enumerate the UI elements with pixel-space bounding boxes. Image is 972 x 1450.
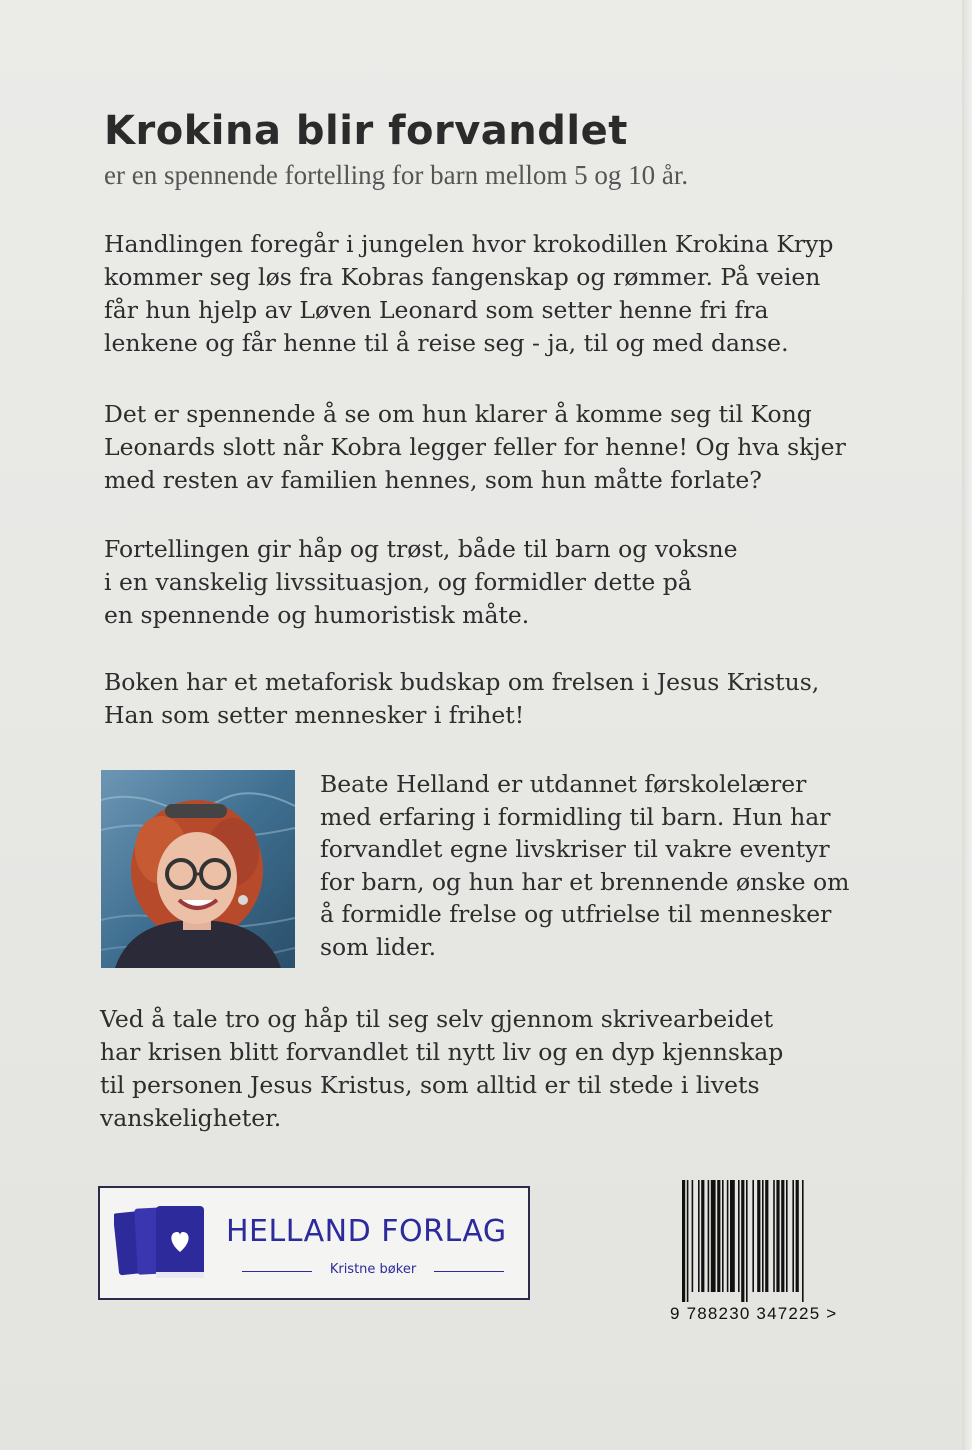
barcode-bar xyxy=(717,1180,720,1292)
barcode-bar xyxy=(802,1180,804,1302)
isbn-number: 9 788230 347225 > xyxy=(670,1304,838,1323)
text-line: har krisen blitt forvandlet til nytt liv og en dyp kjennskap xyxy=(100,1038,784,1066)
cover-edge xyxy=(962,0,972,1450)
paragraph-message xyxy=(104,666,819,732)
barcode-bar xyxy=(746,1180,748,1302)
text-line: en spennende og humoristisk måte. xyxy=(104,601,530,629)
isbn-barcode xyxy=(668,1176,864,1330)
author-bio xyxy=(320,768,849,963)
barcode-bar xyxy=(757,1180,760,1292)
barcode-bar xyxy=(698,1180,700,1292)
text-line: i en vanskelig livssituasjon, og formidler dette på xyxy=(104,568,692,596)
text-line: kommer seg løs fra Kobras fangenskap og rømmer. På veien xyxy=(104,263,821,291)
paragraph-suspense xyxy=(104,398,846,497)
text-line: lenkene og får henne til å reise seg - ja, til og med danse. xyxy=(104,329,789,357)
text-line: som lider. xyxy=(320,932,437,961)
barcode-bar xyxy=(765,1180,768,1292)
publisher-logo xyxy=(98,1186,530,1300)
text-line: får hun hjelp av Løven Leonard som setter henne fri fra xyxy=(104,296,769,324)
barcode-bar xyxy=(687,1180,689,1302)
text-line: vanskeligheter. xyxy=(100,1104,282,1132)
barcode-bar xyxy=(762,1180,764,1292)
text-line: Handlingen foregår i jungelen hvor krokodillen Krokina Kryp xyxy=(104,230,834,258)
barcode-bar xyxy=(773,1180,775,1292)
text-line: forvandlet egne livskriser til vakre eventyr xyxy=(320,835,830,863)
barcode-bar xyxy=(730,1180,735,1292)
barcode-bar xyxy=(796,1180,799,1292)
barcode-bar xyxy=(752,1180,754,1292)
barcode-bar xyxy=(711,1180,716,1292)
text-line: Han som setter mennesker i frihet! xyxy=(104,701,525,729)
text-line: Boken har et metaforisk budskap om frelsen i Jesus Kristus, xyxy=(104,668,820,696)
author-portrait-image xyxy=(101,770,295,968)
author-photo xyxy=(101,770,295,968)
barcode-bar xyxy=(727,1180,729,1292)
barcode-bar xyxy=(692,1180,694,1292)
book-title: Krokina blir forvandlet xyxy=(104,108,628,154)
paragraph-closing xyxy=(100,1003,783,1135)
barcode-bar xyxy=(781,1180,784,1292)
text-line: til personen Jesus Kristus, som alltid er til stede i livets xyxy=(100,1071,760,1099)
barcode-bar xyxy=(792,1180,794,1292)
publisher-tagline: Kristne bøker xyxy=(242,1262,504,1277)
book-subtitle: er en spennende fortelling for barn mellom 5 og 10 år. xyxy=(104,160,689,190)
barcode-bars-image xyxy=(682,1180,852,1302)
text-line: med resten av familien hennes, som hun måtte forlate? xyxy=(104,466,762,494)
barcode-bar xyxy=(701,1180,704,1292)
text-line: Beate Helland er utdannet førskolelærer xyxy=(320,770,807,798)
text-line: Leonards slott når Kobra legger feller for henne! Og hva skjer xyxy=(104,433,846,461)
text-line: å formidle frelse og utfrielse til mennesker xyxy=(320,900,832,928)
books-heart-icon xyxy=(114,1200,214,1288)
text-line: med erfaring i formidling til barn. Hun har xyxy=(320,802,831,831)
barcode-bar xyxy=(776,1180,779,1292)
barcode-bar xyxy=(682,1180,685,1302)
text-line: Fortellingen gir håp og trøst, både til barn og voksne xyxy=(104,535,738,563)
text-line: for barn, og hun har et brennende ønske om xyxy=(320,867,850,896)
barcode-bar xyxy=(738,1180,740,1292)
text-line: Det er spennende å se om hun klarer å komme seg til Kong xyxy=(104,400,812,428)
text-line: Ved å tale tro og håp til seg selv gjennom skrivearbeidet xyxy=(100,1005,774,1033)
barcode-bar xyxy=(741,1180,744,1302)
publisher-name: HELLAND FORLAG xyxy=(226,1214,507,1249)
barcode-bar xyxy=(708,1180,710,1292)
paragraph-hope xyxy=(104,533,738,632)
barcode-bar xyxy=(722,1180,724,1292)
paragraph-plot xyxy=(104,228,833,360)
barcode-bar xyxy=(786,1180,788,1292)
